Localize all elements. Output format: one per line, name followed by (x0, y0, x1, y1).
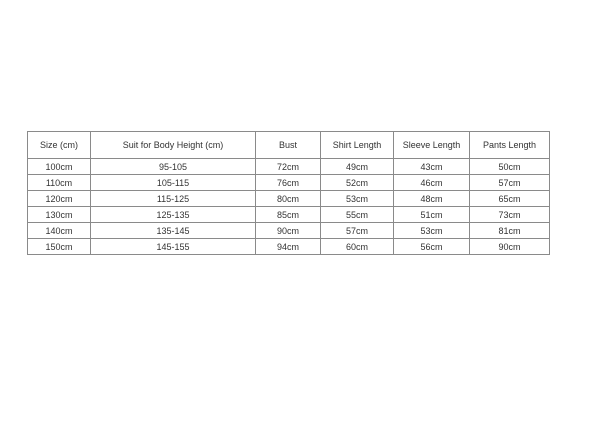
cell-body-height: 125-135 (91, 207, 256, 223)
header-body-height: Suit for Body Height (cm) (91, 132, 256, 159)
table-row (28, 159, 550, 175)
cell-size: 100cm (28, 159, 91, 175)
cell-body-height: 135-145 (91, 223, 256, 239)
cell-shirt-length: 60cm (321, 239, 394, 255)
header-bust: Bust (256, 132, 321, 159)
cell-sleeve-length: 43cm (394, 159, 470, 175)
cell-size: 130cm (28, 207, 91, 223)
table-row (28, 223, 550, 239)
cell-body-height: 145-155 (91, 239, 256, 255)
cell-size: 120cm (28, 191, 91, 207)
header-pants-length: Pants Length (470, 132, 550, 159)
cell-size: 110cm (28, 175, 91, 191)
cell-sleeve-length: 56cm (394, 239, 470, 255)
table-header-row (28, 132, 550, 159)
header-size: Size (cm) (28, 132, 91, 159)
table-row (28, 175, 550, 191)
cell-body-height: 115-125 (91, 191, 256, 207)
cell-pants-length: 65cm (470, 191, 550, 207)
cell-body-height: 95-105 (91, 159, 256, 175)
cell-body-height: 105-115 (91, 175, 256, 191)
cell-bust: 94cm (256, 239, 321, 255)
cell-sleeve-length: 46cm (394, 175, 470, 191)
cell-bust: 85cm (256, 207, 321, 223)
table-row (28, 239, 550, 255)
cell-pants-length: 57cm (470, 175, 550, 191)
cell-bust: 76cm (256, 175, 321, 191)
cell-shirt-length: 52cm (321, 175, 394, 191)
cell-pants-length: 73cm (470, 207, 550, 223)
cell-bust: 72cm (256, 159, 321, 175)
cell-pants-length: 50cm (470, 159, 550, 175)
header-shirt-length: Shirt Length (321, 132, 394, 159)
cell-pants-length: 81cm (470, 223, 550, 239)
cell-size: 150cm (28, 239, 91, 255)
cell-size: 140cm (28, 223, 91, 239)
cell-bust: 80cm (256, 191, 321, 207)
cell-sleeve-length: 51cm (394, 207, 470, 223)
cell-shirt-length: 57cm (321, 223, 394, 239)
cell-shirt-length: 53cm (321, 191, 394, 207)
cell-shirt-length: 55cm (321, 207, 394, 223)
cell-sleeve-length: 53cm (394, 223, 470, 239)
cell-sleeve-length: 48cm (394, 191, 470, 207)
size-chart-table (27, 131, 550, 255)
cell-bust: 90cm (256, 223, 321, 239)
header-sleeve-length: Sleeve Length (394, 132, 470, 159)
table-row (28, 191, 550, 207)
cell-shirt-length: 49cm (321, 159, 394, 175)
table-row (28, 207, 550, 223)
cell-pants-length: 90cm (470, 239, 550, 255)
